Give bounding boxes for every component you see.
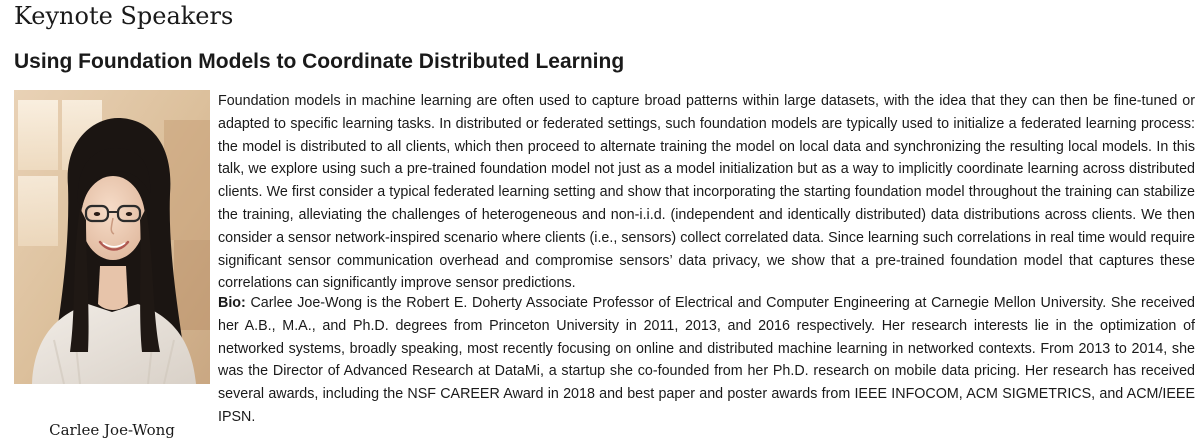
talk-description <box>218 90 1195 425</box>
speaker-figure <box>14 90 210 439</box>
speaker-photo <box>14 90 210 384</box>
speaker-name-caption: Carlee Joe-Wong <box>49 421 175 439</box>
page-heading: Keynote Speakers <box>14 2 234 30</box>
talk-title: Using Foundation Models to Coordinate Distributed Learning <box>14 50 625 73</box>
bio-text: Carlee Joe-Wong is the Robert E. Doherty Associate Professor of Electrical and Computer Engineering at Carnegie Mellon University. She received her A.B., M.A., and Ph.D. degrees from Princeton University in 2011, 2013, and 2016 respectively. Her research interests lie in the optimization of networked systems, broadly speaking, most recently focusing on online and distributed machine learning in networked contexts. From 2013 to 2014, she was the Director of Advanced Research at DataMi, a startup she co-founded from her Ph.D. research on mobile data pricing. Her research has received several awards, including the NSF CAREER Award in 2018 and best paper and poster awards from IEEE INFOCOM, ACM SIGMETRICS, and ACM/IEEE IPSN. <box>218 295 1195 425</box>
speaker-bio <box>218 292 1195 429</box>
bio-label: Bio: <box>218 295 246 311</box>
talk-abstract: Foundation models in machine learning are often used to capture broad patterns within large datasets, with the idea that they can then be fine-tuned or adapted to specific learning tasks. In distributed or federated settings, such foundation models are typically used to initialize a federated learning process: the model is distributed to all clients, which then proceed to alternate training the model on local data and synchronizing the resulting local models. In this talk, we explore using such a pre-trained foundation model not just as a model initialization but as a way to implicitly coordinate learning across distributed clients. We first consider a typical federated learning setting and show that incorporating the starting foundation model throughout the training can stabilize the training, alleviating the challenges of heterogeneous and non-i.i.d. (independent and identically distributed) data distributions across clients. We then consider a sensor network-inspired scenario where clients (i.e., sensors) collect correlated data. Since learning such correlations in real time would require significant sensor communication overhead and compromise sensors’ data privacy, we show that a pre-trained foundation model that captures these correlations can significantly improve sensor predictions. <box>218 93 1195 292</box>
